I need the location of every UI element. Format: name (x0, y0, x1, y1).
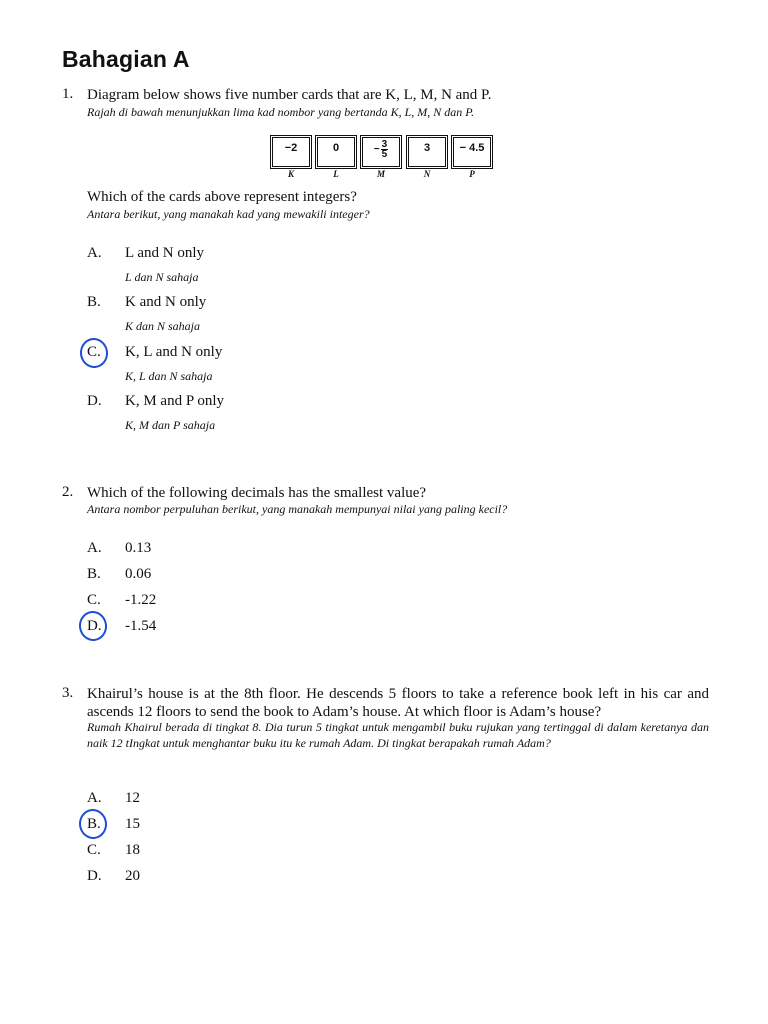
option-text: 20 (125, 868, 140, 884)
option-letter: C. (87, 842, 101, 858)
option-text: K and N only (125, 294, 207, 310)
option-translation: K, M dan P sahaja (125, 418, 216, 432)
question-text: Diagram below shows five number cards that are K, L, M, N and P. (87, 87, 492, 103)
option-letter: A. (87, 540, 102, 556)
option-text: 12 (125, 790, 140, 806)
option-text: K, M and P only (125, 393, 225, 409)
option-letter: D. (87, 868, 102, 884)
option-letter: B. (87, 566, 101, 582)
option-text: 0.13 (125, 540, 152, 556)
number-card-p (453, 137, 491, 167)
question-number: 1. (62, 86, 74, 102)
question-prompt: Which of the cards above represent integers? (87, 189, 357, 205)
fraction (374, 140, 388, 159)
question-translation: Antara nombor perpuluhan berikut, yang manakah mempunyai nilai yang paling kecil? (87, 502, 508, 516)
section-title: Bahagian A (62, 46, 190, 72)
card-label: K (287, 169, 294, 179)
option-letter: D. (87, 618, 102, 634)
option-letter: B. (87, 294, 101, 310)
question-prompt-translation: Antara berikut, yang manakah kad yang mewakili integer? (87, 207, 370, 221)
option-text: -1.54 (125, 618, 157, 634)
number-card-n (408, 137, 446, 167)
fraction-sign: − (373, 144, 380, 155)
question-number: 3. (62, 685, 74, 701)
question-translation: Rajah di bawah menunjukkan lima kad nombor yang bertanda K, L, M, N dan P. (87, 105, 475, 119)
option-translation: K dan N sahaja (125, 319, 201, 333)
question-number: 2. (62, 484, 74, 500)
option-text: -1.22 (125, 592, 157, 608)
option-letter: A. (87, 790, 102, 806)
card-label: M (376, 169, 385, 179)
number-card-m (362, 137, 400, 167)
card-label: L (333, 169, 339, 179)
card-value: 0 (332, 142, 340, 154)
number-card-l (317, 137, 355, 167)
answer-circle-mark (77, 807, 109, 841)
option-letter: C. (87, 344, 101, 360)
number-card-k (272, 137, 310, 167)
option-text: K, L and N only (125, 344, 223, 360)
card-value: − 4.5 (459, 142, 485, 154)
card-label: P (469, 169, 475, 179)
option-translation: L dan N sahaja (125, 270, 199, 284)
answer-circle-mark (77, 609, 109, 643)
option-letter: D. (87, 393, 102, 409)
fraction-denominator: 5 (381, 149, 388, 160)
answer-circle-mark (78, 336, 110, 370)
option-text: L and N only (125, 245, 205, 261)
option-translation: K, L dan N sahaja (125, 369, 213, 383)
option-text: 18 (125, 842, 140, 858)
fraction-numerator: 3 (381, 139, 388, 150)
question-text: Khairul’s house is at the 8th floor. He descends 5 floors to take a reference book left in his car and ascends 12 floors to send the book to Adam’s house. At which floor is Adam’s house? (87, 686, 709, 720)
option-text: 15 (125, 816, 140, 832)
card-value: 3 (423, 142, 431, 154)
option-text: 0.06 (125, 566, 152, 582)
card-label: N (423, 169, 431, 179)
question-translation: Rumah Khairul berada di tingkat 8. Dia turun 5 tingkat untuk mengambil buku rujukan yang tertinggal di dalam keretanya dan naik 12 tIngkat untuk menghantar buku itu ke rumah Adam. Di tingkat berapakah rumah Adam? (87, 720, 709, 750)
option-letter: B. (87, 816, 101, 832)
question-text: Which of the following decimals has the smallest value? (87, 485, 427, 501)
card-value: −2 (284, 142, 298, 154)
option-letter: A. (87, 245, 102, 261)
option-letter: C. (87, 592, 101, 608)
